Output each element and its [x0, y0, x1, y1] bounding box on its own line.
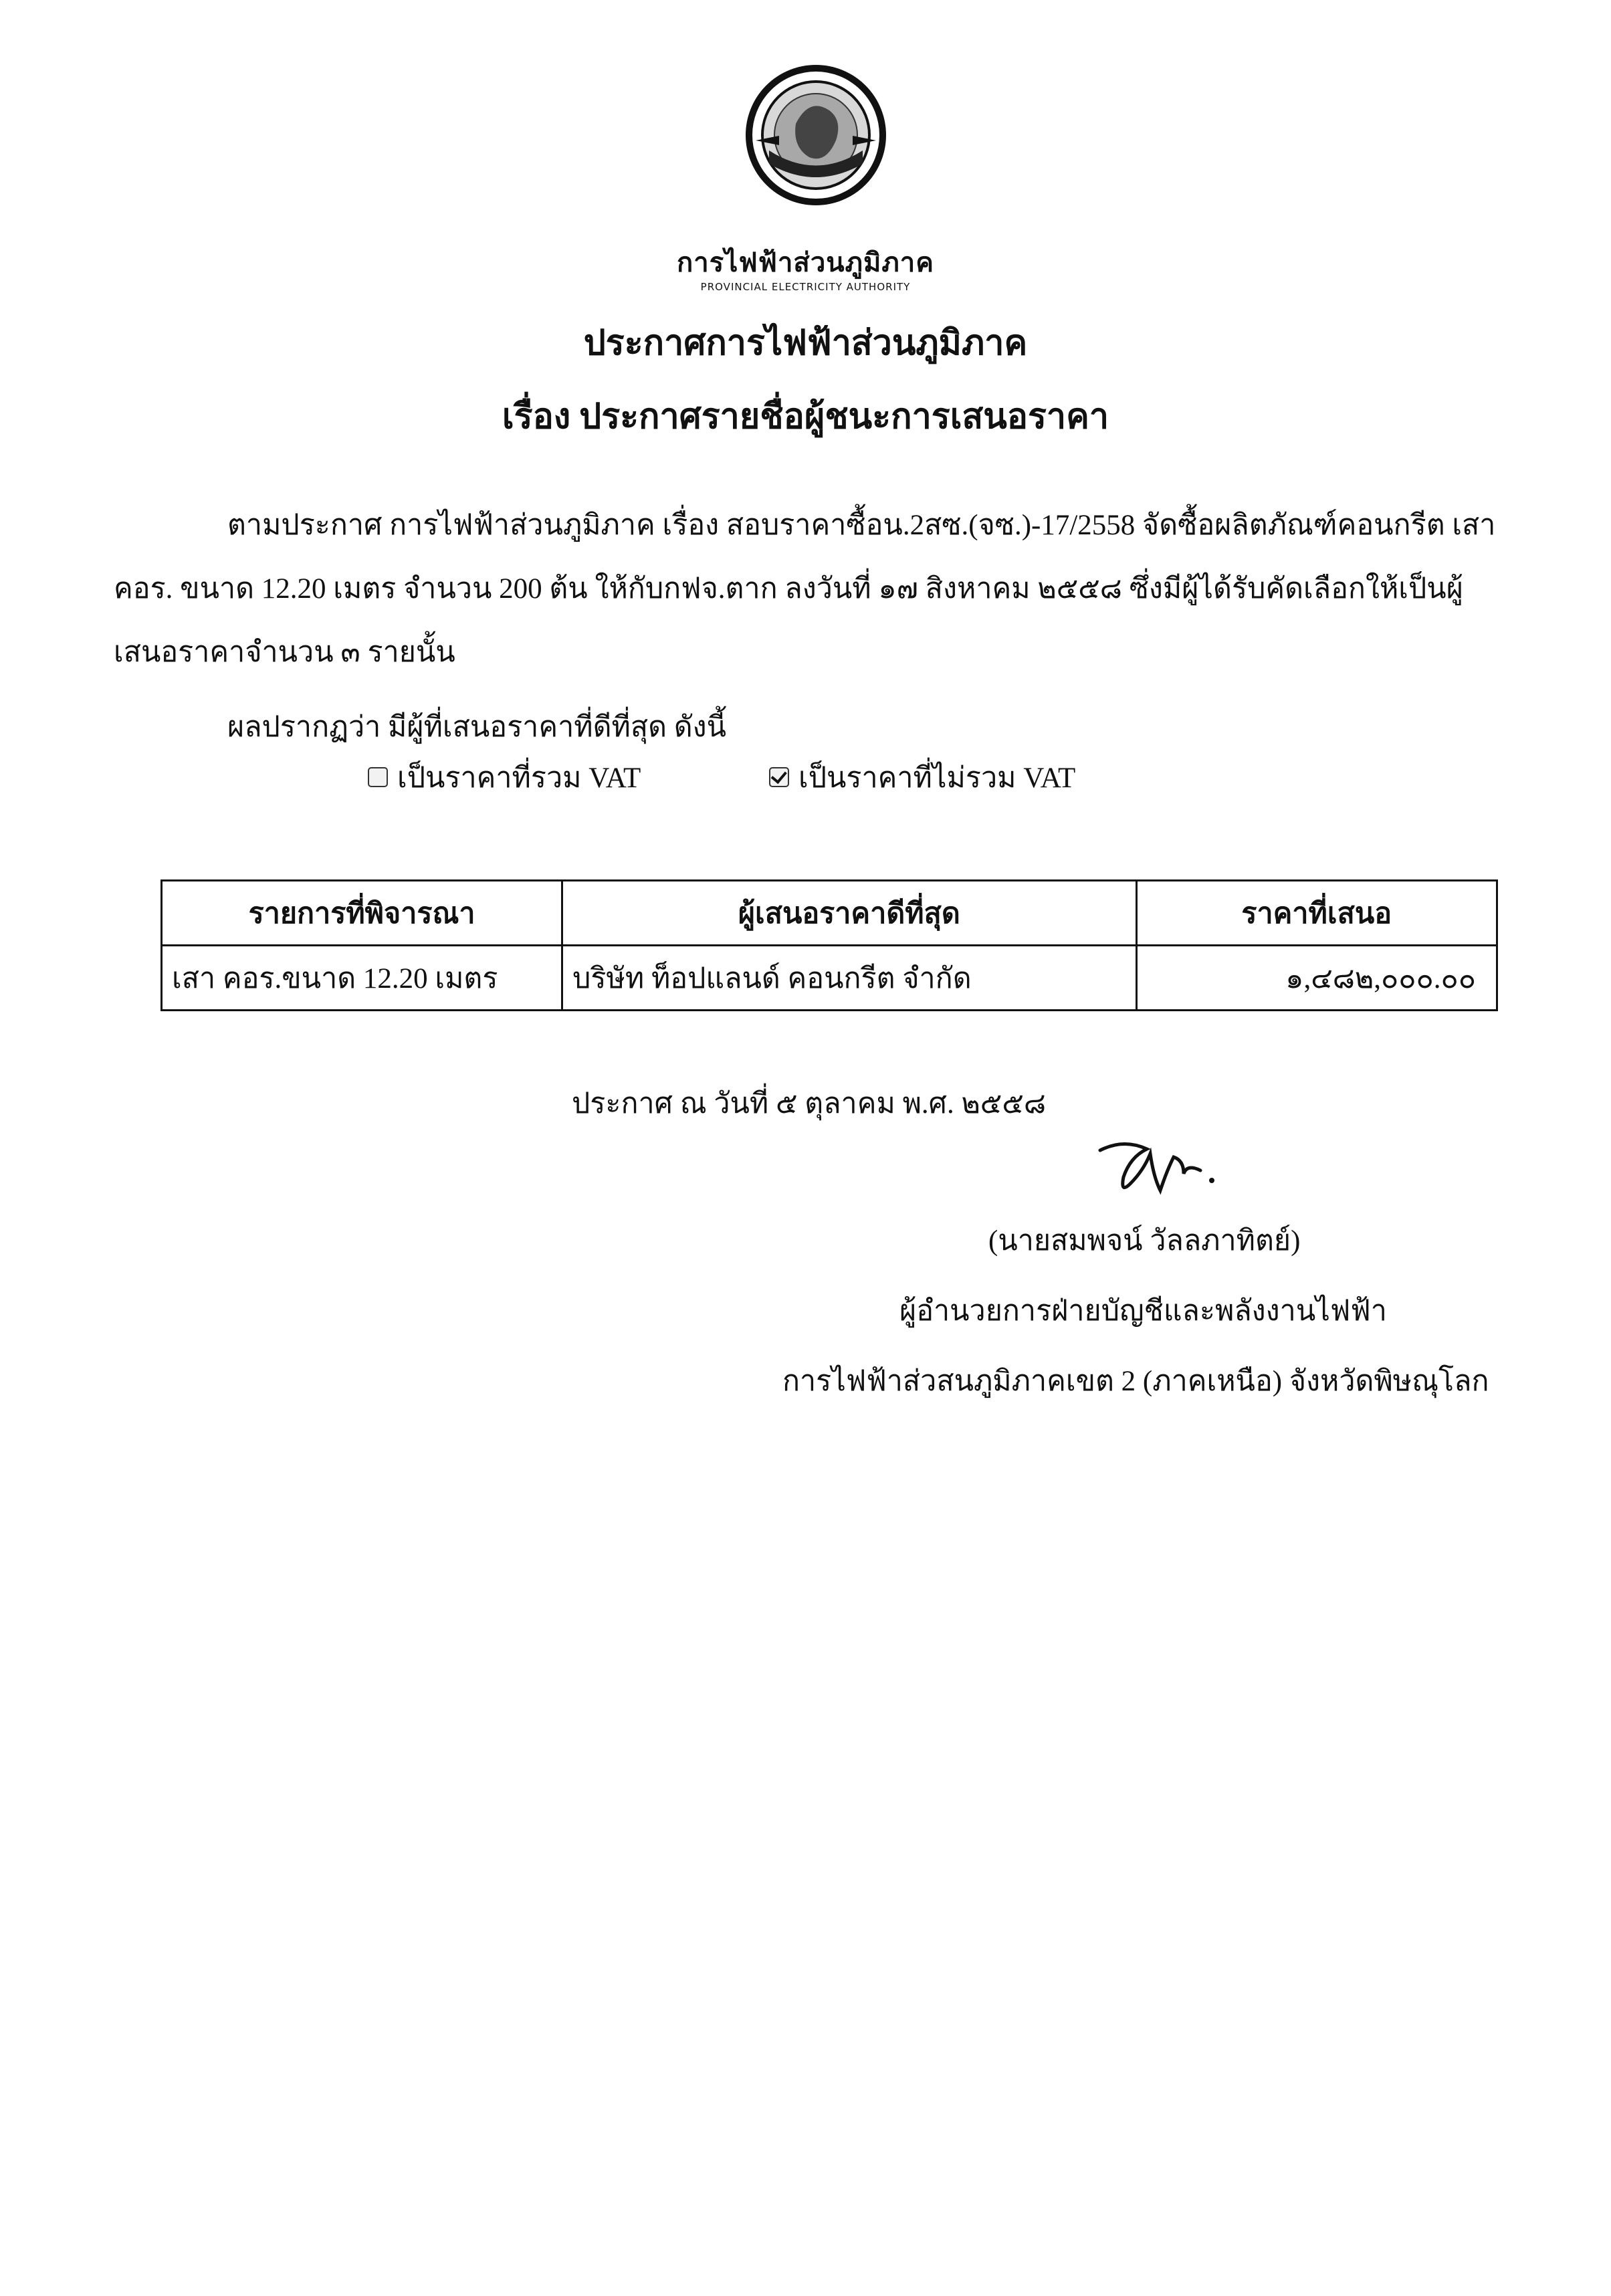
header-offered-price: ราคาที่เสนอ [1136, 881, 1497, 946]
cell-price: ๑,๔๘๒,๐๐๐.๐๐ [1136, 946, 1497, 1011]
vat-excluded-label: เป็นราคาที่ไม่รวม VAT [798, 762, 1076, 794]
announcement-title: ประกาศการไฟฟ้าส่วนภูมิภาค [583, 324, 1028, 362]
body-paragraph-2: ผลปรากฏว่า มีผู้ที่เสนอราคาที่ดีที่สุด ดังนี้ [227, 712, 727, 743]
header-best-bidder: ผู้เสนอราคาดีที่สุด [562, 881, 1136, 946]
vat-excluded-checkbox[interactable] [769, 767, 789, 787]
signer-title: ผู้อำนวยการฝ่ายบัญชีและพลังงานไฟฟ้า [899, 1295, 1387, 1327]
vat-options [0, 754, 1611, 808]
award-table [160, 879, 1498, 1011]
signer-name: (นายสมพจน์ วัลลภาทิตย์) [988, 1225, 1301, 1257]
cell-item: เสา คอร.ขนาด 12.20 เมตร [162, 946, 562, 1011]
announcement-subject: เรื่อง ประกาศรายชื่อผู้ชนะการเสนอราคา [502, 398, 1109, 436]
vat-option-excluded[interactable] [769, 754, 1075, 800]
table-header-row [162, 881, 1497, 946]
announcement-date: ประกาศ ณ วันที่ ๕ ตุลาคม พ.ศ. ๒๕๕๘ [572, 1088, 1047, 1120]
body-paragraph-1-text: ตามประกาศ การไฟฟ้าส่วนภูมิภาค เรื่อง สอบราคาซื้อน.2สซ.(จซ.)-17/2558 จัดซื้อผลิตภัณฑ์คอนกรีต เสา คอร. ขนาด 12.20 เมตร จำนวน 200 ต้น ให้กับกฟจ.ตาก ลงวันที่ ๑๗ สิงหาคม ๒๕๕๘ ซึ่งมีผู้ได้รับคัดเลือกให้เป็นผู้เสนอราคาจำนวน ๓ รายนั้น [114, 510, 1496, 668]
body-paragraph-1 [114, 494, 1525, 684]
vat-included-checkbox[interactable] [368, 767, 388, 787]
signer-office: การไฟฟ้าส่วสนภูมิภาคเขต 2 (ภาคเหนือ) จังหวัดพิษณุโลก [782, 1366, 1489, 1397]
header-item-considered: รายการที่พิจารณา [162, 881, 562, 946]
pea-seal-logo [742, 64, 889, 207]
vat-option-included[interactable] [368, 754, 641, 800]
org-name-english: PROVINCIAL ELECTRICITY AUTHORITY [700, 281, 911, 293]
table-row [162, 946, 1497, 1011]
org-name-thai: การไฟฟ้าส่วนภูมิภาค [677, 247, 934, 278]
handwritten-signature [1083, 1130, 1257, 1204]
vat-included-label: เป็นราคาที่รวม VAT [397, 762, 641, 794]
cell-bidder: บริษัท ท็อปแลนด์ คอนกรีต จำกัด [562, 946, 1136, 1011]
